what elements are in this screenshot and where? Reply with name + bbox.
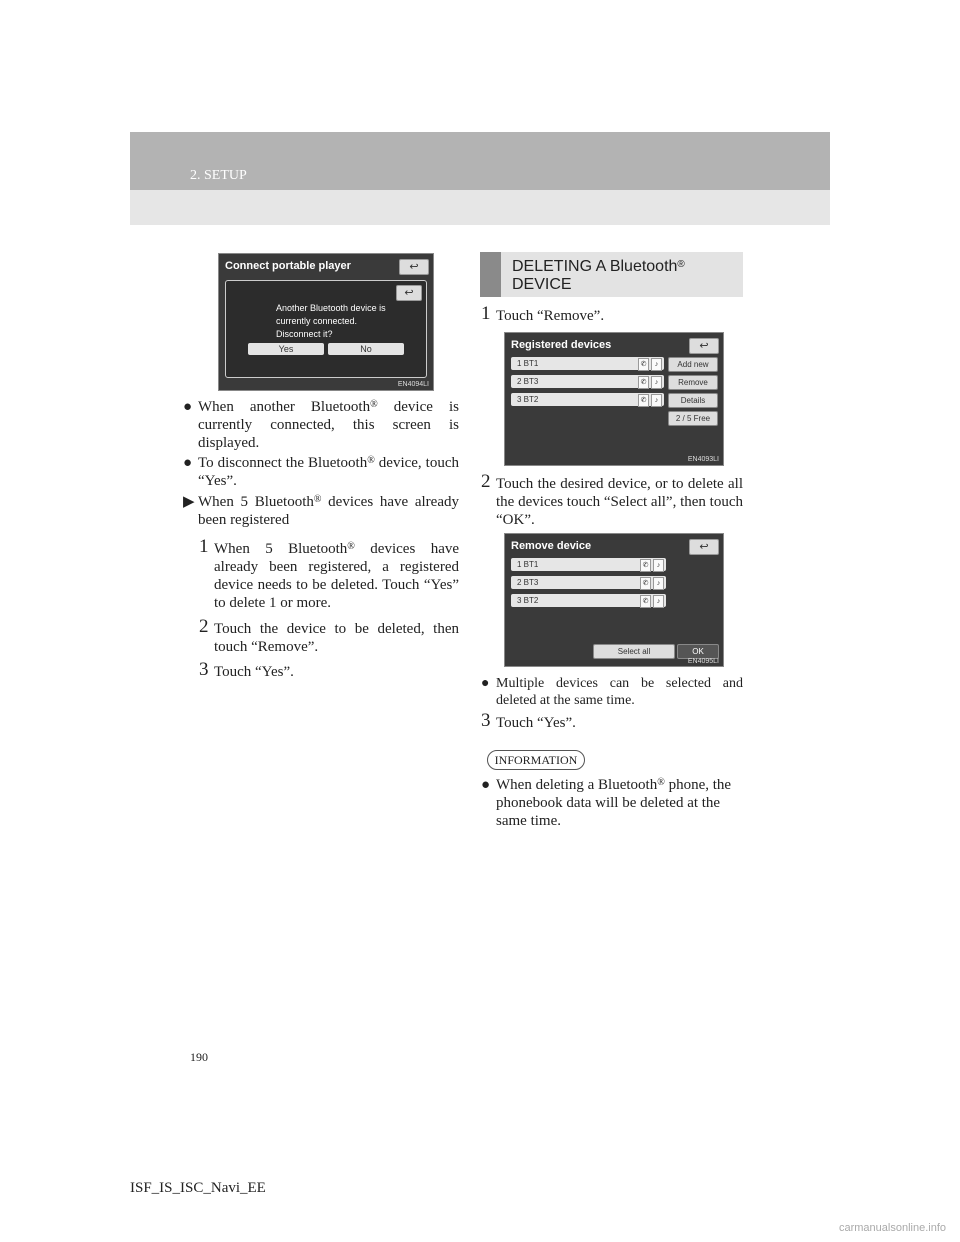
bullet-icon: ● xyxy=(481,777,491,793)
step-3: 3 Touch “Yes”. xyxy=(199,659,294,680)
phone-icon: ✆ xyxy=(640,577,651,590)
return-arrow-icon: ↩ xyxy=(404,287,414,299)
free-slots-indicator: 2 / 5 Free xyxy=(668,411,718,426)
device-row[interactable]: 3 BT2 ✆ ♪ xyxy=(511,393,664,406)
return-arrow-icon: ↩ xyxy=(699,541,709,553)
information-label: INFORMATION xyxy=(487,750,585,770)
music-icon: ♪ xyxy=(651,376,662,389)
step-1: 1 Touch “Remove”. xyxy=(481,303,605,324)
remove-button[interactable]: Remove xyxy=(668,375,718,390)
step-number: 1 xyxy=(199,536,209,557)
screen-title: Remove device xyxy=(511,540,592,552)
step-3: 3 Touch “Yes”. xyxy=(481,710,576,731)
device-row[interactable]: 2 BT3 ✆ ♪ xyxy=(511,375,664,388)
select-all-button[interactable]: Select all xyxy=(593,644,675,659)
step-number: 2 xyxy=(481,471,491,492)
back-button[interactable] xyxy=(689,539,719,555)
dialog-message-line: Another Bluetooth device is xyxy=(276,303,386,313)
device-row[interactable]: 1 BT1 ✆ ♪ xyxy=(511,357,664,370)
remove-device-screen xyxy=(504,533,724,667)
yes-button[interactable]: Yes xyxy=(248,343,324,355)
connect-portable-player-screen xyxy=(218,253,434,391)
page-number: 190 xyxy=(190,1050,208,1064)
phone-icon: ✆ xyxy=(640,559,651,572)
image-id: EN4095LI xyxy=(687,658,719,665)
back-button[interactable] xyxy=(689,338,719,354)
music-icon: ♪ xyxy=(653,577,664,590)
image-id: EN4093LI xyxy=(687,456,719,463)
bullet-item: ● When another Bluetooth® device is currently connected, this screen is displayed. xyxy=(183,399,459,451)
bullet-icon: ● xyxy=(183,455,193,471)
back-button[interactable] xyxy=(399,259,429,275)
step-2: 2 Touch the device to be deleted, then touch “Remove”. xyxy=(199,616,459,655)
ok-button[interactable]: OK xyxy=(677,644,719,659)
section-title: DELETING A Bluetooth® DEVICE xyxy=(512,258,685,293)
step-number: 3 xyxy=(481,710,491,731)
screen-title: Registered devices xyxy=(511,339,612,351)
no-button[interactable]: No xyxy=(328,343,404,355)
music-icon: ♪ xyxy=(651,394,662,407)
section-heading: 2. SETUP xyxy=(190,168,247,183)
confirm-dialog xyxy=(225,280,427,378)
music-icon: ♪ xyxy=(653,595,664,608)
phone-icon: ✆ xyxy=(638,394,649,407)
return-arrow-icon: ↩ xyxy=(409,261,419,273)
step-1: 1 When 5 Bluetooth® devices have already been registered, a registered device needs to be deleted. Touch “Yes” to delete 1 or more. xyxy=(199,536,460,611)
screen-title: Connect portable player xyxy=(225,260,351,272)
document-id: ISF_IS_ISC_Navi_EE xyxy=(130,1180,266,1196)
phone-icon: ✆ xyxy=(640,595,651,608)
phone-icon: ✆ xyxy=(638,376,649,389)
arrow-icon: ▶ xyxy=(183,494,195,510)
device-row[interactable]: 1 BT1 ✆ ♪ xyxy=(511,558,666,571)
return-arrow-icon: ↩ xyxy=(699,340,709,352)
section-box-bar xyxy=(480,252,501,297)
watermark: carmanualsonline.info xyxy=(838,1222,946,1234)
dialog-message-line: currently connected. xyxy=(276,316,358,326)
music-icon: ♪ xyxy=(651,358,662,371)
step-number: 3 xyxy=(199,659,209,680)
step-number: 1 xyxy=(481,303,491,324)
step-number: 2 xyxy=(199,616,209,637)
dialog-back-button[interactable] xyxy=(396,285,422,301)
step-2: 2 Touch the desired device, or to delete all the devices touch “Select all”, then touch “OK”. xyxy=(481,471,743,528)
device-row[interactable]: 2 BT3 ✆ ♪ xyxy=(511,576,666,589)
music-icon: ♪ xyxy=(653,559,664,572)
bullet-icon: ● xyxy=(481,676,490,691)
arrow-heading: ▶ When 5 Bluetooth® devices have already been registered xyxy=(183,494,459,528)
bullet-icon: ● xyxy=(183,399,193,415)
details-button[interactable]: Details xyxy=(668,393,718,408)
dialog-message-line: Disconnect it? xyxy=(276,329,333,339)
image-id: EN4094LI xyxy=(397,381,429,388)
bullet-item: ● To disconnect the Bluetooth® device, touch “Yes”. xyxy=(183,455,459,489)
registered-devices-screen xyxy=(504,332,724,466)
header-subbar xyxy=(130,190,830,225)
add-new-button[interactable]: Add new xyxy=(668,357,718,372)
bullet-item: ● Multiple devices can be selected and deleted at the same time. xyxy=(481,676,743,708)
device-row[interactable]: 3 BT2 ✆ ♪ xyxy=(511,594,666,607)
phone-icon: ✆ xyxy=(638,358,649,371)
info-bullet: ● When deleting a Bluetooth® phone, the phonebook data will be deleted at the same time. xyxy=(481,777,732,829)
